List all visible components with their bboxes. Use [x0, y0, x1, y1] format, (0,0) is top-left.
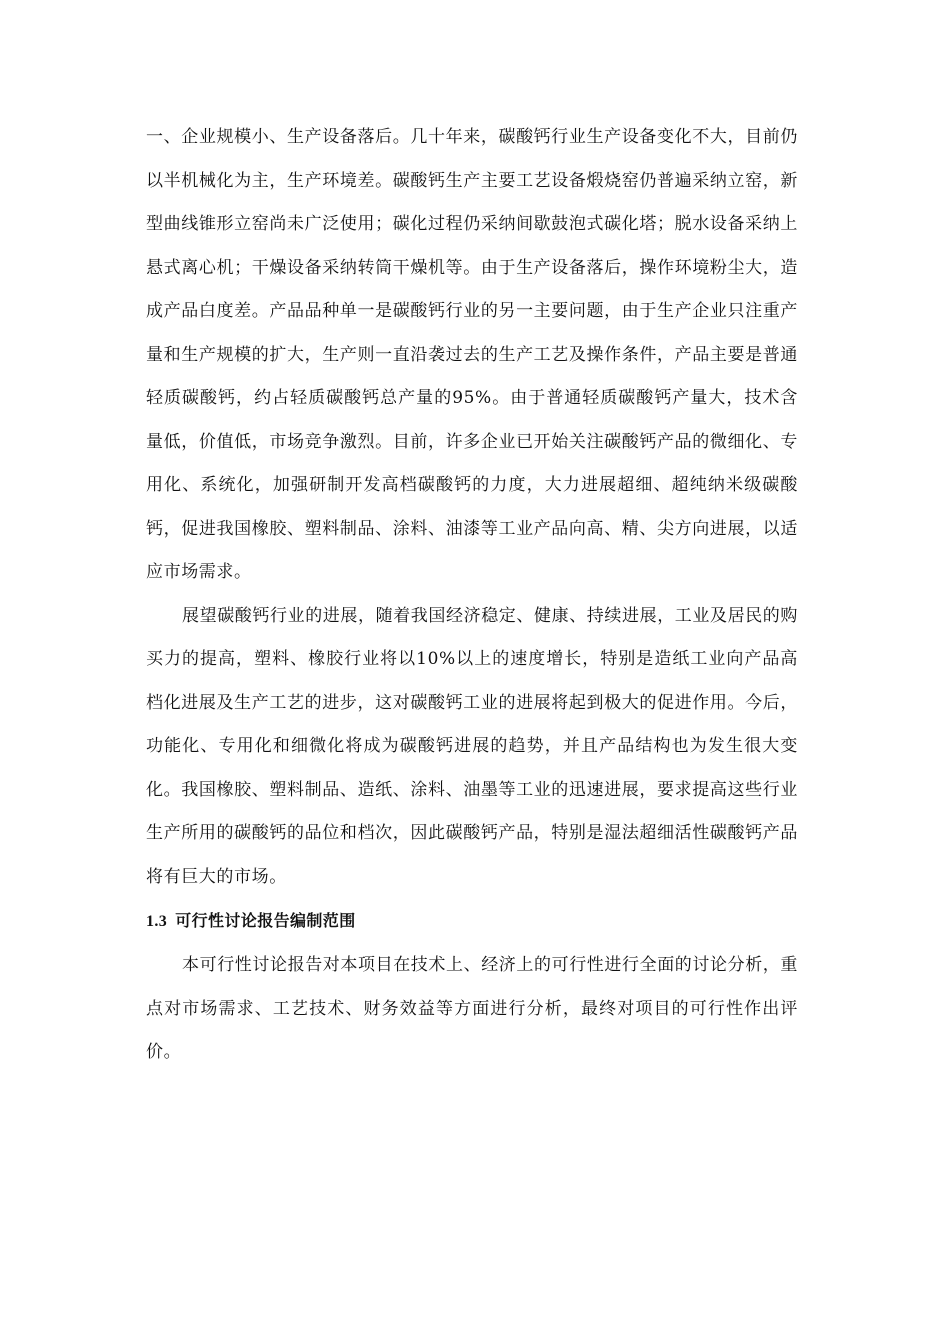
section-heading [146, 899, 798, 944]
page-content [146, 116, 798, 1075]
paragraph-equipment-issues: 一、企业规模小、生产设备落后。几十年来，碳酸钙行业生产设备变化不大，目前仍以半机械化为主，生产环境差。碳酸钙生产主要工艺设备煅烧窑仍普遍采纳立窑，新型曲线锥形立窑尚未广泛使用；碳化过程仍采纳间歇鼓泡式碳化塔；脱水设备采纳上悬式离心机；干燥设备采纳转筒干燥机等。由于生产设备落后，操作环境粉尘大，造成产品白度差。产品品种单一是碳酸钙行业的另一主要问题，由于生产企业只注重产量和生产规模的扩大，生产则一直沿袭过去的生产工艺及操作条件，产品主要是普通轻质碳酸钙，约占轻质碳酸钙总产量的95%。由于普通轻质碳酸钙产量大，技术含量低，价值低，市场竞争激烈。目前，许多企业已开始关注碳酸钙产品的微细化、专用化、系统化，加强研制开发高档碳酸钙的力度，大力进展超细、超纯纳米级碳酸钙，促进我国橡胶、塑料制品、涂料、油漆等工业产品向高、精、尖方向进展，以适应市场需求。 [146, 127, 798, 582]
paragraph-report-scope: 本可行性讨论报告对本项目在技术上、经济上的可行性进行全面的讨论分析，重点对市场需求、工艺技术、财务效益等方面进行分析，最终对项目的可行性作出评价。 [146, 955, 798, 1062]
paragraph-industry-outlook: 展望碳酸钙行业的进展，随着我国经济稳定、健康、持续进展，工业及居民的购买力的提高，塑料、橡胶行业将以10%以上的速度增长，特别是造纸工业向产品高档化进展及生产工艺的进步，这对碳酸钙工业的进展将起到极大的促进作用。今后，功能化、专用化和细微化将成为碳酸钙进展的趋势，并且产品结构也为发生很大变化。我国橡胶、塑料制品、造纸、涂料、油墨等工业的迅速进展，要求提高这些行业生产所用的碳酸钙的品位和档次，因此碳酸钙产品，特别是湿法超细活性碳酸钙产品将有巨大的市场。 [146, 605, 798, 887]
section-number: 1.3 [146, 913, 168, 930]
section-title: 可行性讨论报告编制范围 [175, 911, 356, 930]
